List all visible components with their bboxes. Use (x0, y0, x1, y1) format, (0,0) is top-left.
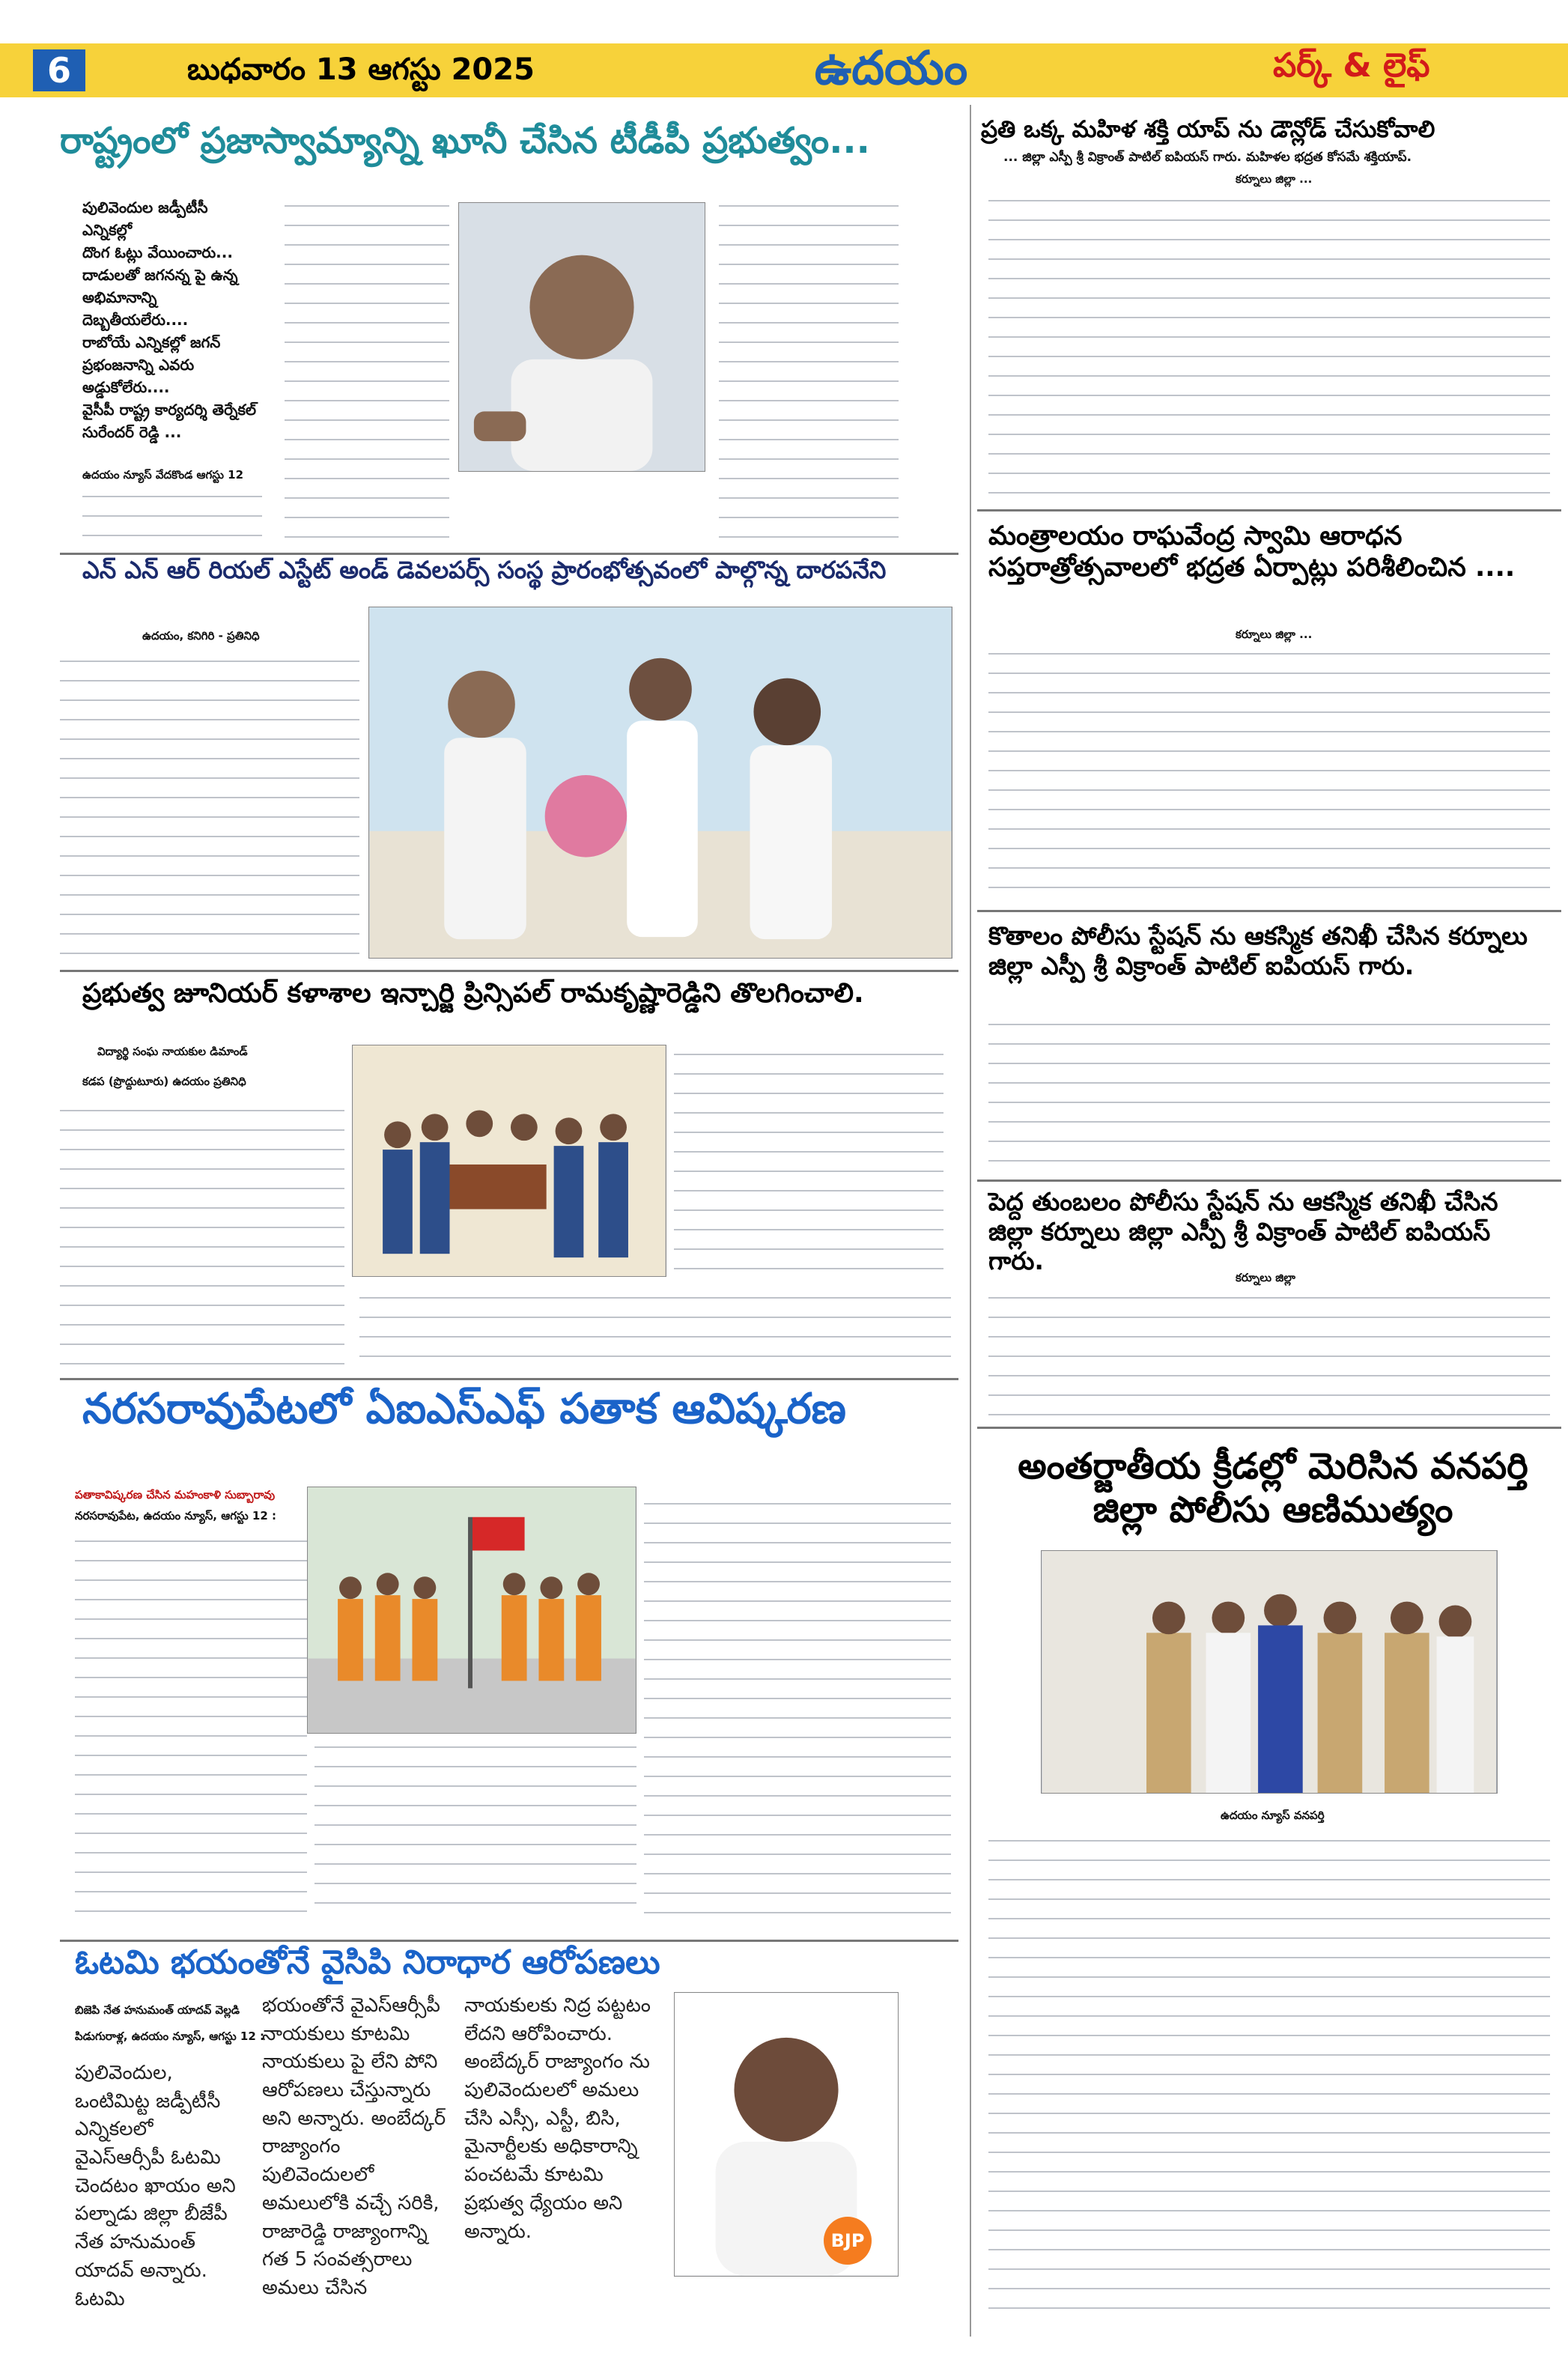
bjp-body-col3: నాయకులకు నిద్ర పట్టటం లేదని ఆరోపించారు. అంబేద్కర్ రాజ్యాంగం ను పులివెందులలో అమలు చేసి ఎస్సీ, ఎస్టీ, బిసి, మైనార్టీలకు అధికారాన్ని పంచటమే కూటమి ప్రభుత్వ ధ్యేయం అని అన్నారు. (464, 1994, 651, 2243)
college-body-col3 (359, 1288, 951, 1370)
portrait-image (459, 203, 705, 471)
shakti-subhead: ... జిల్లా ఎస్పీ శ్రీ విక్రాంత్ పాటిల్ ఐపియస్ గారు. మహిళల భద్రత కోసమే శక్తియాప్. (1003, 150, 1412, 165)
divider (977, 910, 1561, 912)
raghavendra-dateline: కర్నూలు జిల్లా ... (1236, 628, 1313, 641)
tdp-kicker (82, 196, 262, 451)
divider (977, 1427, 1561, 1429)
police-award-image (1042, 1551, 1497, 1793)
aisf-body-col3 (314, 1737, 636, 1921)
kothalam-headline: కొతాలం పోలీసు స్టేషన్ ను ఆకస్మిక తనిఖీ చేసిన కర్నూలు జిల్లా ఎస్పీ శ్రీ విక్రాంత్ పాటిల్ ఐపియస్ గారు. (988, 921, 1528, 980)
event-photo-image (369, 607, 952, 958)
aisf-body-col1 (75, 1531, 307, 1921)
college-body-col1 (60, 1101, 344, 1370)
college-headline: ప్రభుత్వ జూనియర్ కళాశాల ఇన్చార్జి ప్రిన్సిపల్ రామకృష్ణారెడ్డిని తొలగించాలి. (82, 978, 864, 1009)
college-byline: విద్యార్థి సంఘ నాయకుల డిమాండ్ (97, 1045, 248, 1058)
bjp-dateline: పిడుగురాళ్ల, ఉదయం న్యూస్, ఆగస్టు 12 : (75, 2029, 265, 2043)
college-photo (352, 1045, 666, 1277)
realestate-headline: ఎన్ ఎన్ ఆర్ రియల్ ఎస్టేట్ అండ్ డెవలపర్స్ సంస్థ ప్రారంభోత్సవంలో పాల్గొన్న దారపనేని (82, 556, 887, 584)
masthead (794, 42, 988, 102)
masthead-logo: ఉదయం (814, 40, 968, 95)
shakti-dateline: కర్నూలు జిల్లా ... (1236, 172, 1313, 186)
flag-hoisting-image (308, 1487, 636, 1733)
aisf-byline: పతాకావిష్కరణ చేసిన మహంకాళి సుబ్బారావు (75, 1488, 276, 1502)
wanaparthy-body (988, 1831, 1550, 2325)
column-divider (970, 105, 971, 2337)
tdp-photo (458, 202, 705, 472)
aisf-headline: నరసరావుపేటలో ఏఐఎస్ఎఫ్ పతాక ఆవిష్కరణ (82, 1385, 846, 1433)
divider (60, 1378, 958, 1380)
peddatumbalam-dateline: కర్నూలు జిల్లా (1236, 1271, 1295, 1284)
tdp-headline: రాష్ట్రంలో ప్రజాస్వామ్యాన్ని ఖూనీ చేసిన టీడీపీ ప్రభుత్వం... (60, 120, 870, 162)
group-photo-image (353, 1045, 666, 1276)
aisf-photo (307, 1487, 636, 1734)
tdp-kicker-line: రాబోయే ఎన్నికల్లో జగన్ (82, 333, 221, 351)
wanaparthy-dateline: ఉదయం న్యూస్ వనపర్తి (1221, 1809, 1325, 1822)
peddatumbalam-headline: పెద్ద తుంబలం పోలీసు స్టేషన్ ను ఆకస్మిక తనిఖీ చేసిన జిల్లా కర్నూలు జిల్లా ఎస్పీ శ్రీ విక్రాంత్ పాటిల్ ఐపియస్ గారు. (988, 1187, 1498, 1276)
tdp-kicker-line: వైసీపీ రాష్ట్ర కార్యదర్శి తెర్నేకల్ (82, 401, 257, 419)
aisf-dateline: నరసరావుపేట, ఉదయం న్యూస్, ఆగస్టు 12 : (75, 1509, 276, 1522)
tdp-dateline: ఉదయం న్యూస్ వేదకొండ ఆగస్టు 12 (82, 468, 244, 482)
realestate-body (60, 652, 359, 966)
shakti-body (988, 191, 1550, 506)
issue-date: బుధవారం 13 ఆగస్టు 2025 (187, 52, 535, 87)
raghavendra-headline: మంత్రాలయం రాఘవేంద్ర స్వామి ఆరాధన సప్తరాత్రోత్సవాలలో భద్రత ఏర్పాట్లు పరిశీలించిన .... (988, 521, 1516, 583)
page-number: 6 (33, 49, 85, 91)
bjp-headline: ఓటమి భయంతోనే వైసిపి నిరాధార ఆరోపణలు (75, 1943, 660, 1982)
divider (60, 970, 958, 972)
section-tag: పర్క్ & లైఫ్ (1273, 46, 1430, 85)
peddatumbalam-body (988, 1288, 1550, 1419)
wanaparthy-headline: అంతర్జాతీయ క్రీడల్లో మెరిసిన వనపర్తి జిల్లా పోలీసు ఆణిముత్యం (1018, 1445, 1528, 1531)
wanaparthy-photo (1041, 1550, 1498, 1794)
college-body-col2 (674, 1045, 943, 1284)
tdp-kicker-line: పులివెందుల జడ్పీటీసీ ఎన్నికల్లో (82, 198, 208, 239)
divider (60, 1940, 958, 1942)
college-dateline: కడప (ప్రొద్దుటూరు) ఉదయం ప్రతినిధి (82, 1075, 246, 1088)
bjp-byline: బిజెపి నేత హనుమంత్ యాదవ్ వెల్లడి (75, 2003, 240, 2017)
divider (977, 1180, 1561, 1182)
divider (977, 509, 1561, 511)
tdp-kicker-line: ప్రభంజనాన్ని ఎవరు అడ్డుకోలేరు.... (82, 356, 195, 396)
kothalam-body (988, 1015, 1550, 1168)
bjp-body-col2: భయంతోనే వైఎస్ఆర్సీపీ నాయకులు కూటమి నాయకులు పై లేని పోని ఆరోపణలు చేస్తున్నారు అని అన్నారు. అంబేద్కర్ రాజ్యాంగం పులివెందులలో అమలులోకి వచ్చే సరికి, రాజారెడ్డి రాజ్యాంగాన్ని గత 5 సంవత్సరాలు అమలు చేసిన (262, 1994, 446, 2299)
realestate-photo (368, 607, 952, 959)
tdp-kicker-line: అభిమానాన్ని దెబ్బతీయలేరు.... (82, 288, 189, 329)
bjp-logo: BJP (824, 2217, 872, 2265)
bjp-body-col1: పులివెందుల, ఒంటిమిట్ట జడ్పీటీసీ ఎన్నికలలో వైఎస్ఆర్సీపీ ఓటమి చెందటం ఖాయం అని పల్నాడు జిల్లా బీజేపీ నేత హనుమంత్ యాదవ్ అన్నారు. ఓటమి (75, 2062, 236, 2310)
tdp-body-col2 (285, 196, 449, 547)
tdp-kicker-line: దాడులతో జగనన్న పై ఉన్న (82, 266, 238, 284)
tdp-body-col1 (82, 487, 262, 547)
shakti-headline: ప్రతి ఒక్క మహిళ శక్తి యాప్ ను డౌన్లోడ్ చేసుకోవాలి (981, 116, 1435, 143)
raghavendra-body (988, 644, 1550, 902)
tdp-kicker-line: సురేందర్ రెడ్డి ... (82, 423, 182, 441)
aisf-body-col2 (644, 1494, 951, 1921)
tdp-body-col3 (719, 196, 899, 547)
realestate-dateline: ఉదయం, కనిగిరి - ప్రతినిధి (142, 629, 260, 643)
tdp-kicker-line: దొంగ ఓట్లు వేయించారు... (82, 243, 233, 261)
divider (60, 553, 958, 555)
